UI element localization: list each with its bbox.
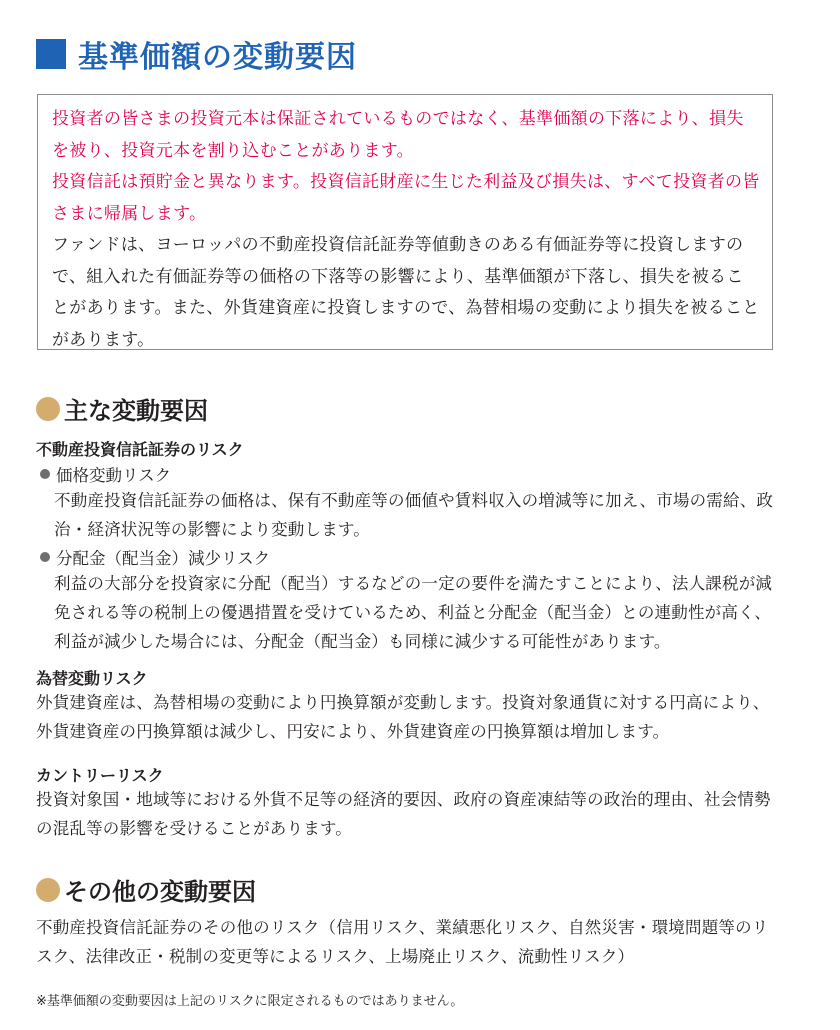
price-risk-bullet	[40, 462, 171, 486]
bullet-dot-icon	[40, 552, 50, 562]
price-risk-label: 価格変動リスク	[56, 466, 172, 485]
main-factors-heading	[36, 391, 208, 426]
dividend-risk-label: 分配金（配当金）減少リスク	[56, 549, 271, 568]
country-risk-text: 投資対象国・地域等における外貨不足等の経済的要因、政府の資産凍結等の政治的理由、社会情勢の混乱等の影響を受けることがあります。	[36, 790, 771, 838]
notice-fund-description: ファンドは、ヨーロッパの不動産投資信託証券等値動きのある有価証券等に投資しますので、組入れた有価証券等の価格の下落等の影響により、基準価額が下落し、損失を被ることがあります。また、外貨建資産に投資しますので、為替相場の変動により損失を被ることがあります。	[52, 235, 760, 350]
page-title-text: 基準価額の変動要因	[78, 40, 357, 75]
notice-principal-warning: 投資者の皆さまの投資元本は保証されているものではなく、基準価額の下落により、損失を被り、投資元本を割り込むことがあります。	[52, 109, 744, 161]
footnote: ※基準価額の変動要因は上記のリスクに限定されるものではありません。	[36, 994, 464, 1009]
fx-risk-title: 為替変動リスク	[36, 669, 148, 688]
other-factors-heading-text: その他の変動要因	[64, 878, 256, 906]
reit-risk-title: 不動産投資信託証券のリスク	[36, 440, 244, 459]
page-title	[36, 36, 357, 75]
main-factors-heading-text: 主な変動要因	[64, 397, 208, 425]
dividend-risk-bullet	[40, 545, 270, 569]
dividend-risk-text: 利益の大部分を投資家に分配（配当）するなどの一定の要件を満たすことにより、法人課税が減免される等の税制上の優遇措置を受けているため、利益と分配金（配当金）との連動性が高く、利益が減少した場合には、分配金（配当金）も同様に減少する可能性があります。	[54, 574, 773, 651]
gold-circle-icon	[36, 878, 60, 902]
notice-box	[37, 94, 773, 350]
title-square-icon	[36, 39, 66, 69]
price-risk-text: 不動産投資信託証券の価格は、保有不動産等の価値や賃料収入の増減等に加え、市場の需給、政治・経済状況等の影響により変動します。	[54, 491, 774, 539]
fx-risk-text: 外貨建資産は、為替相場の変動により円換算額が変動します。投資対象通貨に対する円高により、外貨建資産の円換算額は減少し、円安により、外貨建資産の円換算額は増加します。	[36, 693, 770, 741]
other-factors-heading	[36, 872, 256, 907]
gold-circle-icon	[36, 397, 60, 421]
country-risk-title: カントリーリスク	[36, 766, 164, 785]
other-factors-text: 不動産投資信託証券のその他のリスク（信用リスク、業績悪化リスク、自然災害・環境問題等のリスク、法律改正・税制の変更等によるリスク、上場廃止リスク、流動性リスク）	[36, 918, 769, 966]
bullet-dot-icon	[40, 469, 50, 479]
notice-deposit-warning: 投資信託は預貯金と異なります。投資信託財産に生じた利益及び損失は、すべて投資者の皆さまに帰属します。	[52, 172, 760, 224]
